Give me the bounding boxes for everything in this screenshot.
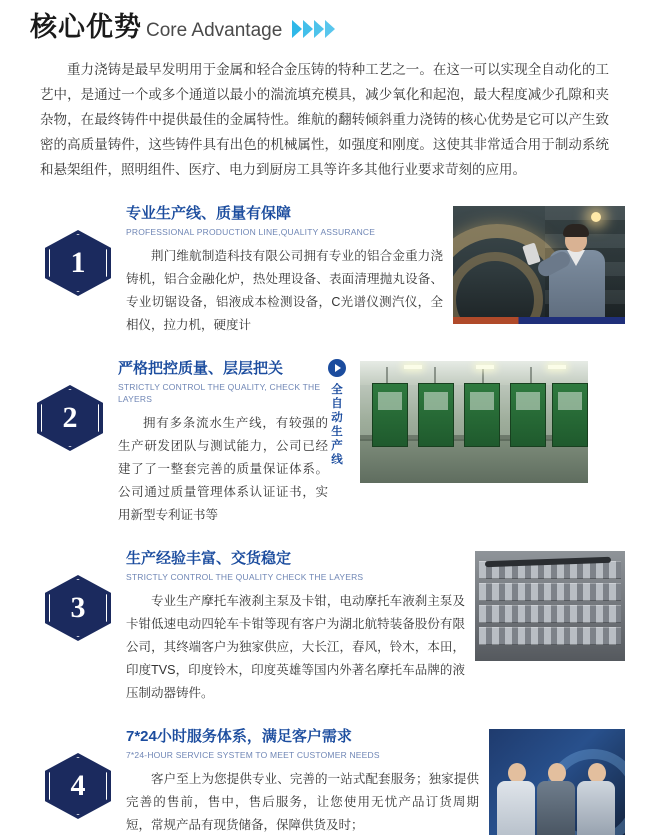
- advantage-body-4: [126, 727, 479, 837]
- casting-row: [479, 583, 621, 601]
- photo-worker-inspection: [453, 206, 625, 324]
- advantage-subtitle-3: STRICTLY CONTROL THE QUALITY CHECK THE LAYERS: [126, 572, 364, 582]
- hexagon-number-badge: [37, 385, 103, 451]
- advantage-title-3: 生产经验丰富、交货稳定: [126, 550, 292, 567]
- advantage-subtitle-2: STRICTLY CONTROL THE QUALITY, CHECK THE LAYERS: [118, 382, 321, 404]
- team-member-head: [548, 763, 566, 783]
- arrow-icon: [325, 20, 335, 38]
- advantage-subtitle-1: PROFESSIONAL PRODUCTION LINE,QUALITY ASSURANCE: [126, 227, 376, 237]
- ceiling-beam: [530, 367, 532, 383]
- team-member-figure: [537, 763, 577, 835]
- arrow-icon: [314, 20, 324, 38]
- worker-figure: [547, 220, 609, 324]
- worker-hair: [563, 224, 589, 237]
- ceiling-beam: [434, 367, 436, 383]
- badge-number: 1: [70, 246, 86, 279]
- vertical-caption: 全自动生产线: [331, 384, 343, 466]
- arrow-icon: [292, 20, 302, 38]
- advantage-text-2: 拥有多条流水生产线，有较强的生产研发团队与测试能力，公司已经建了了一整套完善的质量保证体系。公司通过质量管理体系认证证书，实用新型专利证书等: [118, 416, 328, 522]
- badge-wrap-3: [30, 549, 126, 641]
- team-member-torso: [577, 781, 615, 835]
- advantage-text-1: 荆门维航制造科技有限公司拥有专业的铝合金重力浇铸机，铝合金融化炉，热处理设备、表面清理抛丸设备、专业切锯设备，铝液成本检测设备，C光谱仪测汽仪，全相仪，拉力机，硬度计: [126, 249, 443, 332]
- page-title-en: Core Advantage: [146, 20, 283, 41]
- advantage-body-1: [126, 204, 443, 337]
- team-member-head: [588, 763, 606, 783]
- badge-number: 2: [62, 401, 78, 434]
- arrow-icon: [303, 20, 313, 38]
- ceiling-beam: [482, 367, 484, 383]
- hexagon-number-badge: [45, 753, 111, 819]
- hexagon-number-badge: [45, 230, 111, 296]
- team-member-figure: [577, 763, 617, 835]
- photo-service-team: [489, 729, 625, 835]
- team-member-head: [508, 763, 526, 783]
- play-icon[interactable]: [328, 359, 346, 377]
- page-header: [22, 0, 625, 41]
- production-machine: [418, 383, 454, 447]
- advantage-section-4: [22, 727, 625, 837]
- photo-automatic-production-line: [360, 361, 588, 483]
- badge-wrap-1: [30, 204, 126, 296]
- advantage-title-1: 专业生产线、质量有保障: [126, 205, 292, 222]
- production-machine: [464, 383, 500, 447]
- advantage-text-4: 客户至上为您提供专业、完善的一站式配套服务；独家提供完善的售前，售中，售后服务，让您使用无忧产品订货周期 短，常规产品有现货储备，保障供货及时；: [126, 772, 479, 832]
- ceiling-light-icon: [404, 365, 422, 369]
- production-machine: [510, 383, 546, 447]
- advantage-text-3: 专业生产摩托车液刹主泵及卡钳，电动摩托车液刹主泵及卡钳低速电动四轮车卡钳等现有客户为湖北航特装备股份有限公司，其终端客户为独家供应，大长江，春风，铃木，本田，印度TVS，印度铃木，印度英雄等国内外著名摩托车品牌的液压制动器铸件。: [126, 594, 465, 700]
- hexagon-number-badge: [45, 575, 111, 641]
- badge-wrap-2: [22, 359, 118, 451]
- badge-number: 3: [70, 591, 86, 624]
- intro-paragraph: 重力浇铸是最早发明用于金属和轻合金压铸的特种工艺之一。在这一可以实现全自动化的工艺中，是通过一个或多个通道以最小的湍流填充模具，减少氧化和起泡，最大程度减少孔隙和夹杂物，在最终铸件中提供最佳的金属特性。维航的翻转倾斜重力浇铸的核心优势是它可以产生致密的高质量铸件，这些铸件具有出色的机械属性，如强度和刚度。这使其非常适合用于制动系统和悬架组件，照明组件、医疗、电力到厨房工具等许多其他行业要求苛刻的应用。: [40, 62, 609, 177]
- page-title-cn: 核心优势: [30, 12, 142, 42]
- production-machine: [372, 383, 408, 447]
- advantage-section-1: [22, 204, 625, 337]
- team-member-torso: [537, 781, 575, 835]
- advantage-body-2: [118, 359, 328, 527]
- advantage-section-2: [22, 359, 625, 527]
- badge-number: 4: [70, 769, 86, 802]
- badge-wrap-4: [30, 727, 126, 819]
- production-machine: [552, 383, 588, 447]
- chevron-right-arrows-icon: [292, 20, 336, 38]
- team-member-figure: [497, 763, 537, 835]
- photo-castings-stack: [475, 551, 625, 661]
- casting-row: [479, 605, 621, 623]
- advantage-title-4: 7*24小时服务体系，满足客户需求: [126, 728, 352, 745]
- photo-color-strip: [453, 317, 625, 324]
- ceiling-beam: [386, 367, 388, 383]
- ceiling-light-icon: [548, 365, 566, 369]
- advantage-title-2: 严格把控质量、层层把关: [118, 360, 284, 377]
- vertical-label-column: [328, 359, 350, 481]
- team-member-torso: [497, 781, 535, 835]
- advantage-section-3: [22, 549, 625, 705]
- casting-row: [479, 627, 621, 645]
- ceiling-light-icon: [476, 365, 494, 369]
- advantage-body-3: [126, 549, 465, 705]
- advantage-subtitle-4: 7*24-HOUR SERVICE SYSTEM TO MEET CUSTOMER NEEDS: [126, 750, 380, 760]
